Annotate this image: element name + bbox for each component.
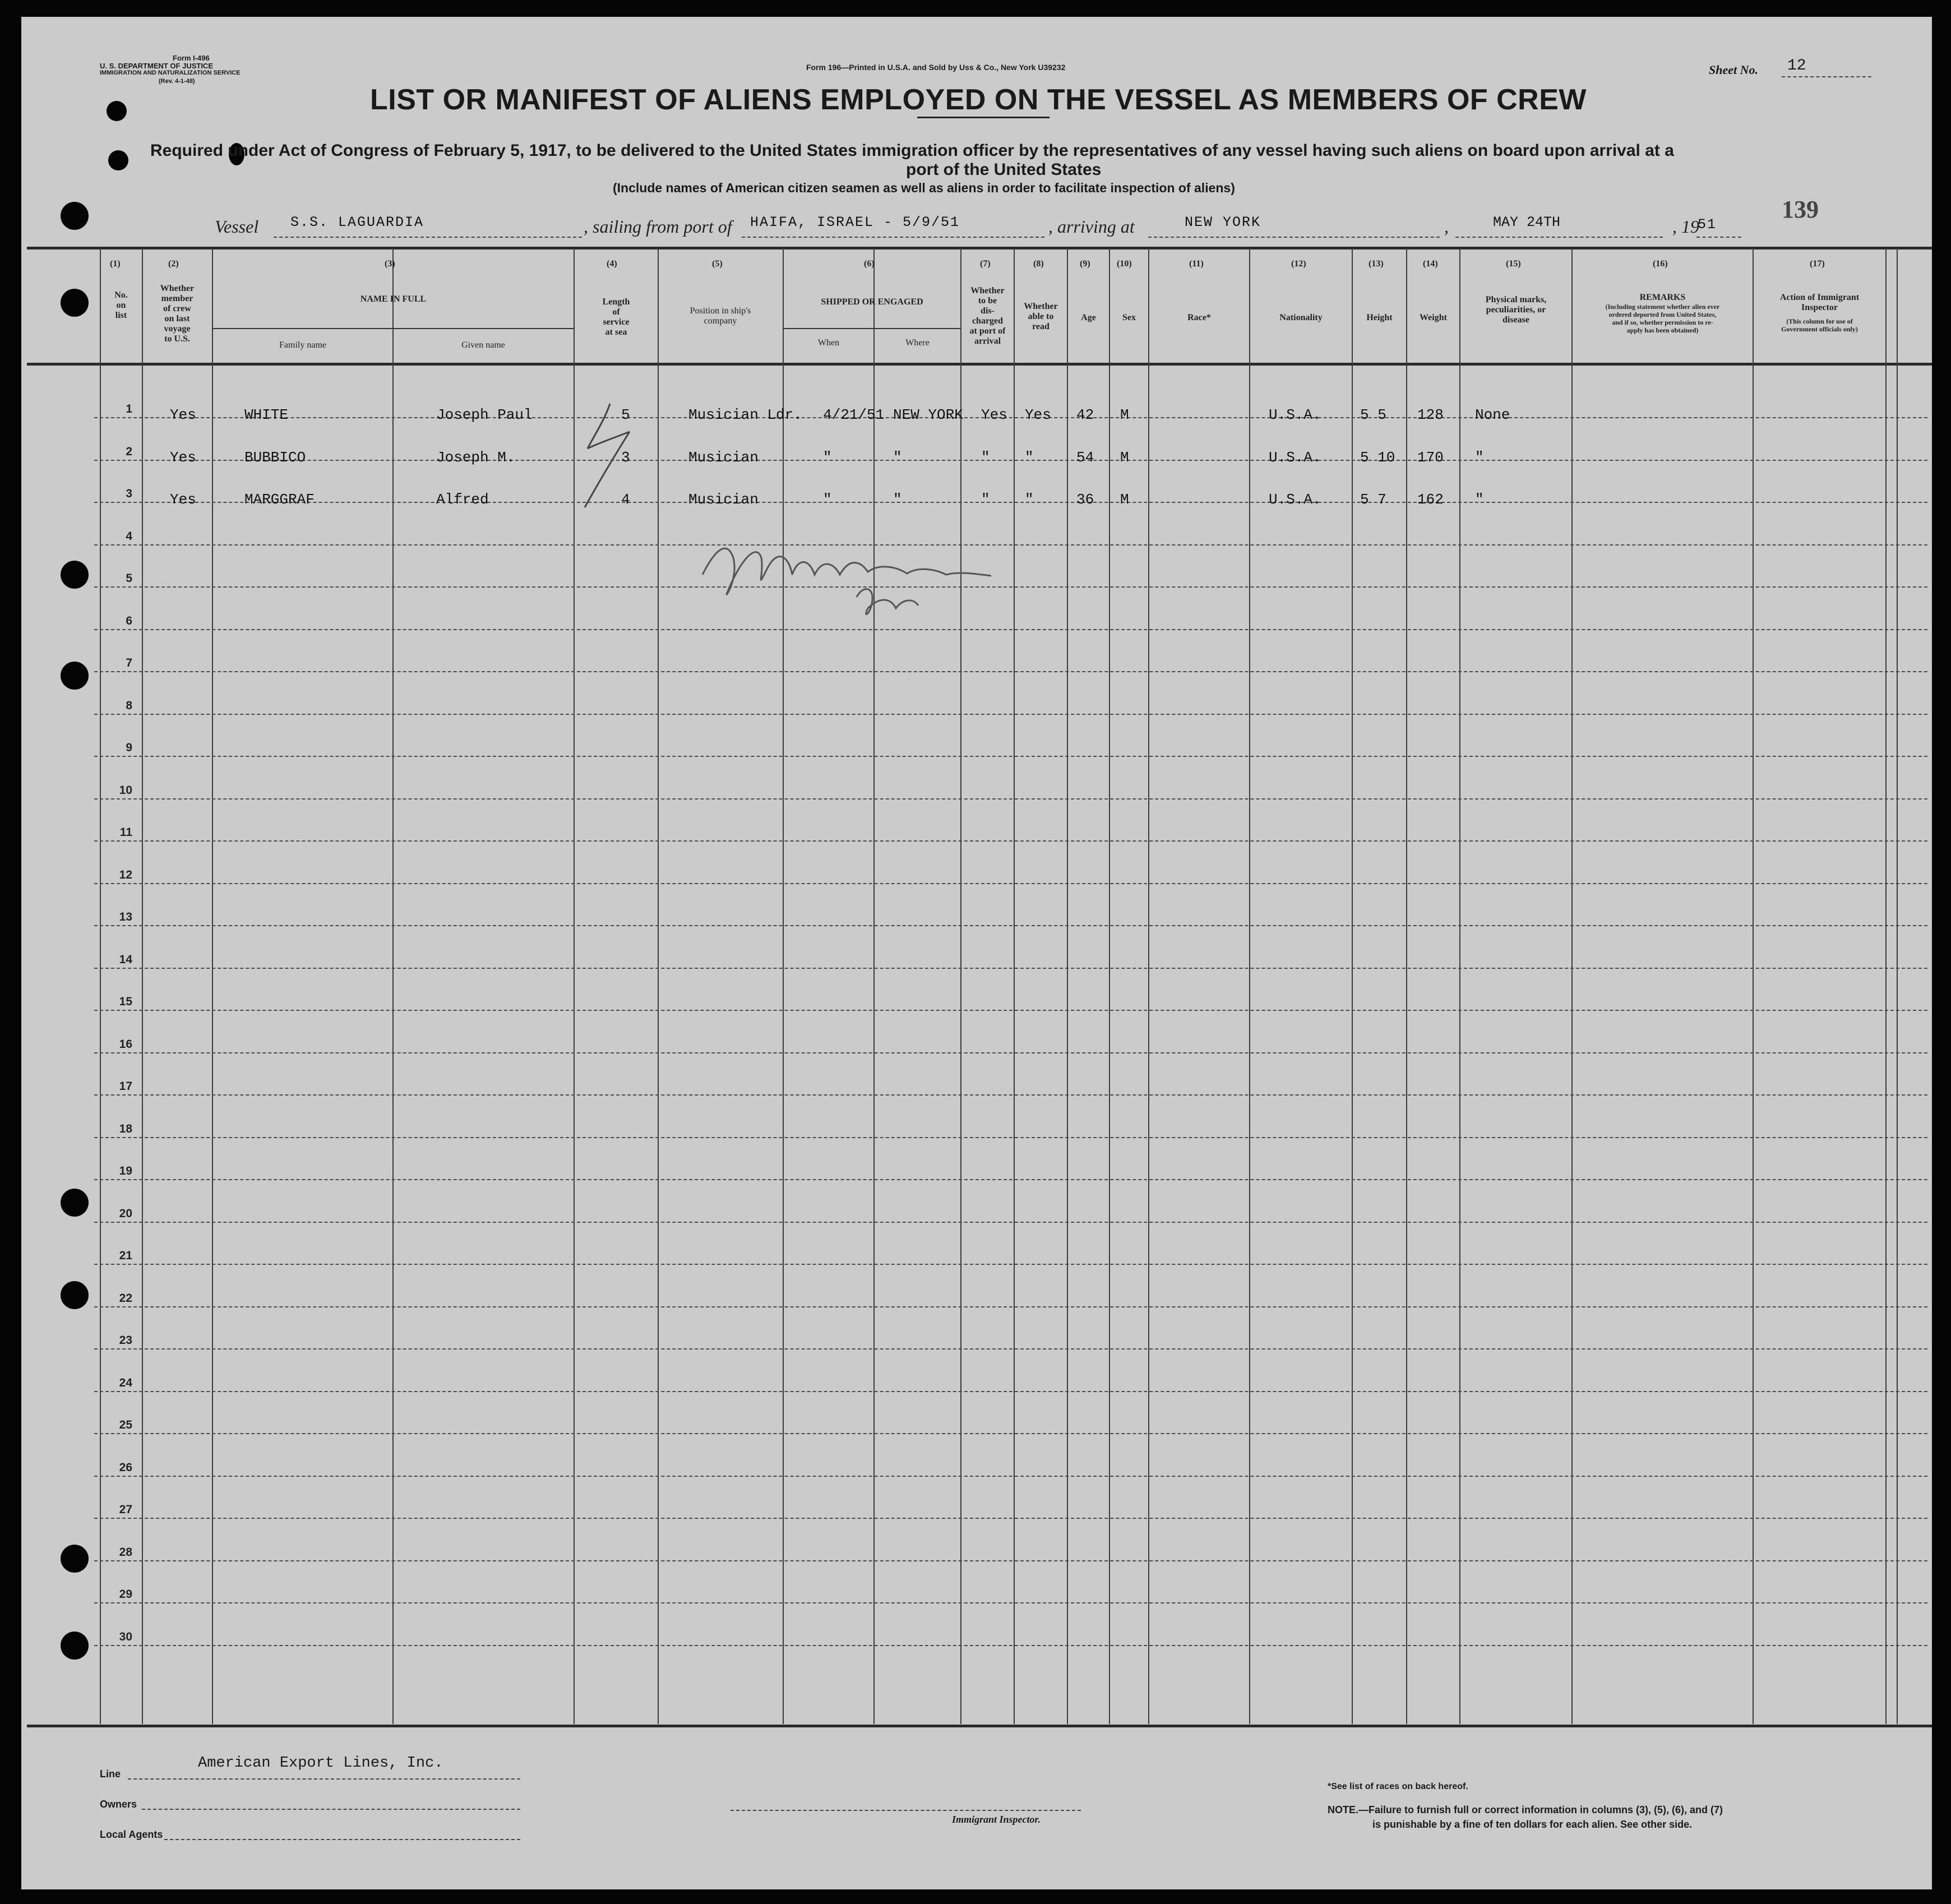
row-line bbox=[94, 1052, 1927, 1053]
row-line bbox=[94, 1645, 1927, 1646]
colnum-2: (2) bbox=[168, 259, 179, 269]
arrival-date-underline bbox=[1455, 237, 1663, 238]
sailing-from-label: , sailing from port of bbox=[584, 216, 732, 237]
crew-given-name: Joseph M. bbox=[436, 449, 515, 466]
row-line bbox=[94, 883, 1927, 884]
row-number: 18 bbox=[119, 1122, 132, 1135]
failure-note-1: NOTE.—Failure to furnish full or correct information in columns (3), (5), (6), and (7) bbox=[1328, 1804, 1723, 1815]
row-line bbox=[94, 586, 1927, 588]
row-number: 8 bbox=[126, 699, 132, 712]
crew-sex: M bbox=[1120, 406, 1129, 423]
crew-shipped-when: 4/21/51 bbox=[823, 406, 885, 423]
col-divider bbox=[658, 248, 659, 1724]
colnum-6: (6) bbox=[864, 259, 875, 269]
crew-shipped-where: " bbox=[893, 449, 902, 466]
row-line bbox=[94, 1476, 1927, 1477]
row-line bbox=[94, 502, 1927, 503]
row-number: 6 bbox=[126, 614, 132, 627]
row-number: 22 bbox=[119, 1291, 132, 1305]
line-value: American Export Lines, Inc. bbox=[198, 1755, 443, 1772]
row-line bbox=[94, 1602, 1927, 1603]
row-line bbox=[94, 1391, 1927, 1392]
col-header-family-name: Family name bbox=[279, 340, 326, 350]
col-header-sex: Sex bbox=[1122, 313, 1136, 322]
col-divider bbox=[100, 248, 101, 1724]
row-number: 5 bbox=[126, 572, 132, 585]
row-number: 19 bbox=[119, 1164, 132, 1177]
colnum-13: (13) bbox=[1369, 259, 1384, 269]
punch-hole bbox=[61, 202, 89, 230]
row-number: 30 bbox=[119, 1630, 132, 1643]
crew-height: 5 10 bbox=[1360, 449, 1395, 466]
col-divider bbox=[1459, 248, 1460, 1724]
crew-sex: M bbox=[1120, 449, 1129, 466]
row-line bbox=[94, 1222, 1927, 1223]
local-agents-label: Local Agents bbox=[100, 1829, 163, 1840]
punch-hole bbox=[61, 662, 89, 690]
row-number: 1 bbox=[126, 403, 132, 415]
col-header-no-on-list: No. on list bbox=[114, 290, 128, 320]
col-divider bbox=[783, 248, 784, 1724]
col-header-name-in-full: NAME IN FULL bbox=[360, 294, 427, 304]
row-line bbox=[94, 544, 1927, 546]
crew-weight: 170 bbox=[1417, 449, 1444, 466]
vessel-underline bbox=[274, 237, 582, 238]
crew-shipped-where: NEW YORK bbox=[893, 406, 963, 423]
row-number: 23 bbox=[119, 1334, 132, 1347]
crew-position: Musician bbox=[688, 491, 759, 508]
col-header-weight: Weight bbox=[1420, 313, 1447, 322]
row-line bbox=[94, 671, 1927, 672]
colnum-4: (4) bbox=[607, 259, 617, 269]
row-number: 28 bbox=[119, 1545, 132, 1559]
col-divider bbox=[1406, 248, 1407, 1724]
manifest-sheet bbox=[21, 17, 1932, 1889]
row-line bbox=[94, 1264, 1927, 1265]
row-number: 9 bbox=[126, 741, 132, 754]
crew-family-name: BUBBICO bbox=[244, 449, 306, 466]
col-header-remarks: REMARKS bbox=[1639, 293, 1686, 302]
crew-able-read: " bbox=[1025, 491, 1034, 508]
row-line bbox=[94, 629, 1927, 630]
row-line bbox=[94, 756, 1927, 757]
department-line-2: IMMIGRATION AND NATURALIZATION SERVICE bbox=[100, 70, 241, 76]
col-header-remarks-note: (Including statement whether alien ever ordered deported from United States, and if so, whether permission to re- apply has been obtained) bbox=[1605, 303, 1720, 334]
crew-discharged: " bbox=[981, 449, 990, 466]
col-divider bbox=[1571, 248, 1573, 1724]
row-number: 14 bbox=[119, 953, 132, 966]
crew-nationality: U.S.A. bbox=[1269, 406, 1321, 423]
row-number: 17 bbox=[119, 1080, 132, 1093]
col-header-when: When bbox=[817, 338, 840, 348]
col-divider bbox=[142, 248, 143, 1724]
crew-physical-marks: None bbox=[1475, 406, 1510, 423]
row-line bbox=[94, 1348, 1927, 1350]
line-underline bbox=[128, 1778, 520, 1780]
crew-sex: M bbox=[1120, 491, 1129, 508]
crew-shipped-when: " bbox=[823, 491, 832, 508]
handwritten-checkmark bbox=[576, 398, 638, 516]
crew-last-voyage: Yes bbox=[170, 491, 196, 508]
colnum-8: (8) bbox=[1033, 259, 1044, 269]
sheet-number-value: 12 bbox=[1787, 57, 1806, 75]
date-separator: , bbox=[1444, 216, 1449, 237]
row-line bbox=[94, 840, 1927, 842]
vessel-value: S.S. LAGUARDIA bbox=[290, 214, 424, 230]
arriving-at-label: , arriving at bbox=[1048, 216, 1135, 237]
col-header-nationality: Nationality bbox=[1279, 313, 1323, 322]
races-note: *See list of races on back hereof. bbox=[1328, 1782, 1468, 1791]
immigrant-inspector-label: Immigrant Inspector. bbox=[952, 1814, 1041, 1825]
col-header-member-last-voyage: Whether member of crew on last voyage to U.S. bbox=[160, 284, 195, 344]
row-number: 13 bbox=[119, 911, 132, 923]
crew-height: 5 7 bbox=[1360, 491, 1386, 508]
arriving-at-value: NEW YORK bbox=[1185, 214, 1261, 230]
col-header-able-to-read: Whether able to read bbox=[1024, 302, 1058, 331]
stamped-page-number: 139 bbox=[1782, 196, 1819, 223]
row-number: 20 bbox=[119, 1207, 132, 1220]
row-line bbox=[94, 1094, 1927, 1096]
row-number: 25 bbox=[119, 1418, 132, 1431]
row-number: 2 bbox=[126, 445, 132, 458]
punch-hole bbox=[61, 289, 89, 317]
col-header-race: Race* bbox=[1187, 313, 1211, 322]
sailing-from-underline bbox=[742, 237, 1044, 238]
row-line bbox=[94, 1137, 1927, 1138]
crew-shipped-when: " bbox=[823, 449, 832, 466]
form-revision: (Rev. 4-1-48) bbox=[159, 78, 195, 85]
crew-weight: 128 bbox=[1417, 406, 1444, 423]
crew-weight: 162 bbox=[1417, 491, 1444, 508]
row-line bbox=[94, 798, 1927, 800]
page-title: LIST OR MANIFEST OF ALIENS EMPLOYED ON THE VESSEL AS MEMBERS OF CREW bbox=[370, 84, 1587, 116]
sailing-from-value: HAIFA, ISRAEL - 5/9/51 bbox=[750, 214, 960, 230]
failure-note-2: is punishable by a fine of ten dollars for each alien. See other side. bbox=[1372, 1819, 1693, 1830]
col-divider bbox=[1753, 248, 1754, 1724]
col-header-given-name: Given name bbox=[461, 340, 505, 350]
punch-hole bbox=[108, 150, 128, 170]
row-line bbox=[94, 1433, 1927, 1434]
row-number: 16 bbox=[119, 1037, 132, 1051]
col-header-length-service: Length of service at sea bbox=[602, 297, 630, 337]
crew-discharged: Yes bbox=[981, 406, 1007, 423]
row-line bbox=[94, 417, 1927, 418]
crew-service: 3 bbox=[621, 449, 630, 466]
col-header-action-inspector: Action of Immigrant Inspector bbox=[1779, 293, 1860, 312]
row-line bbox=[94, 925, 1927, 926]
required-statement-1: Required under Act of Congress of February 5, 1917, to be delivered to the United States immigration officer by the representatives of any vessel having such aliens on board upon arrival at a bbox=[150, 141, 1674, 160]
punch-hole bbox=[61, 1545, 89, 1573]
year-underline bbox=[1696, 237, 1741, 238]
col-divider bbox=[1067, 248, 1068, 1724]
crew-family-name: MARGGRAF bbox=[244, 491, 315, 508]
colnum-10: (10) bbox=[1117, 259, 1132, 269]
row-line bbox=[94, 1010, 1927, 1011]
col-header-position: Position in ship's company bbox=[690, 306, 751, 326]
col-divider bbox=[1148, 248, 1149, 1724]
colnum-1: (1) bbox=[110, 259, 121, 269]
col-divider bbox=[212, 248, 213, 1724]
row-line bbox=[94, 968, 1927, 969]
crew-able-read: Yes bbox=[1025, 406, 1051, 423]
row-line bbox=[94, 1560, 1927, 1561]
row-number: 24 bbox=[119, 1376, 132, 1389]
arriving-at-underline bbox=[1148, 237, 1440, 238]
crew-height: 5 5 bbox=[1360, 406, 1386, 423]
crew-given-name: Joseph Paul bbox=[436, 406, 533, 423]
col-header-where: Where bbox=[905, 338, 930, 348]
col-divider bbox=[1885, 248, 1887, 1724]
crew-age: 42 bbox=[1076, 406, 1094, 423]
sheet-number-underline bbox=[1782, 76, 1871, 77]
year-value: 51 bbox=[1698, 216, 1717, 233]
table-top-border bbox=[27, 247, 1932, 249]
punch-hole bbox=[61, 1281, 89, 1309]
colnum-5: (5) bbox=[712, 259, 723, 269]
colnum-17: (17) bbox=[1810, 259, 1825, 269]
row-number: 11 bbox=[119, 826, 132, 839]
crew-given-name: Alfred bbox=[436, 491, 489, 508]
crew-physical-marks: " bbox=[1475, 449, 1484, 466]
col-header-physical-marks: Physical marks, peculiarities, or disease bbox=[1485, 295, 1547, 325]
col-divider bbox=[960, 248, 961, 1724]
row-number: 26 bbox=[119, 1461, 132, 1474]
crew-position: Musician Ldr. bbox=[688, 406, 802, 423]
colnum-7: (7) bbox=[980, 259, 991, 269]
colnum-9: (9) bbox=[1080, 259, 1090, 269]
crew-age: 54 bbox=[1076, 449, 1094, 466]
row-line bbox=[94, 460, 1927, 461]
col-divider bbox=[1352, 248, 1353, 1724]
title-underline bbox=[917, 117, 1050, 118]
crew-position: Musician bbox=[688, 449, 759, 466]
shipped-subheader-line bbox=[783, 328, 960, 329]
name-subheader-line bbox=[212, 328, 574, 329]
required-statement-2: port of the United States bbox=[906, 160, 1102, 179]
col-header-action-inspector-note: (This column for use of Government officials only) bbox=[1781, 317, 1858, 333]
include-note: (Include names of American citizen seamen as well as aliens in order to facilitate inspection of aliens) bbox=[613, 181, 1235, 195]
row-number: 3 bbox=[126, 487, 132, 500]
sheet-number-label: Sheet No. bbox=[1709, 63, 1758, 77]
row-number: 12 bbox=[119, 868, 132, 881]
col-header-height: Height bbox=[1366, 313, 1393, 322]
punch-hole bbox=[107, 101, 127, 121]
table-header-bottom-border bbox=[27, 363, 1932, 366]
row-number: 7 bbox=[126, 657, 132, 669]
crew-discharged: " bbox=[981, 491, 990, 508]
col-divider bbox=[1014, 248, 1015, 1724]
crew-service: 5 bbox=[621, 406, 630, 423]
crew-nationality: U.S.A. bbox=[1269, 491, 1321, 508]
colnum-16: (16) bbox=[1653, 259, 1668, 269]
owners-underline bbox=[142, 1809, 520, 1810]
crew-shipped-where: " bbox=[893, 491, 902, 508]
colnum-11: (11) bbox=[1189, 259, 1204, 269]
row-line bbox=[94, 714, 1927, 715]
century-label: , 19 bbox=[1672, 216, 1699, 237]
colnum-12: (12) bbox=[1291, 259, 1306, 269]
row-line bbox=[94, 1179, 1927, 1180]
row-number: 21 bbox=[119, 1249, 132, 1262]
col-divider bbox=[1109, 248, 1110, 1724]
row-number: 29 bbox=[119, 1588, 132, 1601]
crew-physical-marks: " bbox=[1475, 491, 1484, 508]
crew-last-voyage: Yes bbox=[170, 406, 196, 423]
vessel-label: Vessel bbox=[215, 216, 259, 237]
crew-family-name: WHITE bbox=[244, 406, 289, 423]
col-header-discharged: Whether to be dis- charged at port of arrival bbox=[969, 286, 1006, 346]
colnum-14: (14) bbox=[1423, 259, 1438, 269]
punch-hole bbox=[61, 1189, 89, 1217]
form-number: Form I-496 bbox=[173, 54, 210, 62]
row-line bbox=[94, 1518, 1927, 1519]
department-line-1: U. S. DEPARTMENT OF JUSTICE bbox=[100, 62, 213, 70]
col-divider bbox=[574, 248, 575, 1724]
crew-last-voyage: Yes bbox=[170, 449, 196, 466]
punch-hole bbox=[61, 1632, 89, 1660]
col-divider bbox=[873, 248, 875, 1724]
crew-able-read: " bbox=[1025, 449, 1034, 466]
agents-underline bbox=[164, 1839, 520, 1840]
crew-age: 36 bbox=[1076, 491, 1094, 508]
owners-label: Owners bbox=[100, 1799, 137, 1810]
col-header-shipped-engaged: SHIPPED OR ENGAGED bbox=[821, 297, 923, 307]
colnum-15: (15) bbox=[1506, 259, 1521, 269]
punch-hole bbox=[61, 561, 89, 589]
col-header-age: Age bbox=[1081, 313, 1096, 322]
line-label: Line bbox=[100, 1768, 121, 1780]
inspector-signature bbox=[694, 524, 997, 625]
row-line bbox=[94, 1306, 1927, 1307]
row-number: 15 bbox=[119, 995, 132, 1008]
arrival-date-value: MAY 24TH bbox=[1493, 214, 1561, 230]
row-number: 27 bbox=[119, 1503, 132, 1516]
row-number: 4 bbox=[126, 529, 132, 543]
col-divider bbox=[392, 248, 394, 1724]
inspector-underline bbox=[731, 1810, 1081, 1811]
row-number: 10 bbox=[119, 783, 132, 797]
table-bottom-border bbox=[27, 1725, 1932, 1727]
col-divider bbox=[1249, 248, 1250, 1724]
col-divider bbox=[1897, 248, 1898, 1724]
crew-service: 4 bbox=[621, 491, 630, 508]
colnum-3: (3) bbox=[385, 259, 395, 269]
crew-nationality: U.S.A. bbox=[1269, 449, 1321, 466]
printing-note: Form 196—Printed in U.S.A. and Sold by Uss & Co., New York U39232 bbox=[806, 63, 1066, 72]
